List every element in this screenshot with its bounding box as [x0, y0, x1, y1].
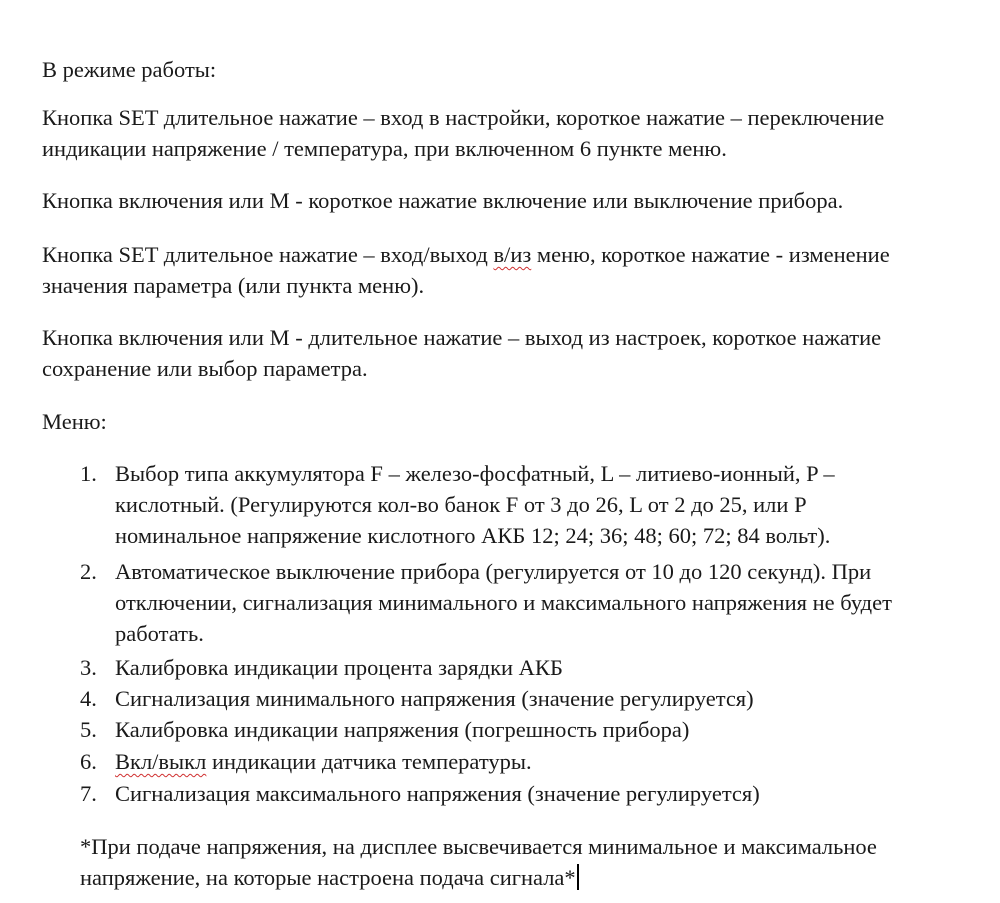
menu-heading	[42, 406, 972, 437]
paragraph-set-button-work	[42, 102, 972, 164]
intro-heading-text: В режиме работы:	[42, 57, 217, 82]
paragraph-set-button-menu	[42, 239, 972, 301]
list-item-body	[115, 746, 532, 777]
list-line: Автоматическое выключение прибора (регулируется от 10 до 120 секунд). При	[115, 559, 872, 584]
list-item-body	[115, 458, 835, 551]
list-line: работать.	[115, 621, 204, 646]
paragraph-line: Кнопка включения или М - длительное нажатие – выход из настроек, короткое нажатие	[42, 325, 882, 350]
list-line	[115, 746, 532, 777]
paragraph-line: Кнопка SET длительное нажатие – вход в настройки, короткое нажатие – переключение	[42, 105, 885, 130]
list-number: 4.	[80, 686, 97, 711]
text-fragment: индикации датчика температуры.	[206, 749, 532, 774]
text-fragment: Кнопка SET длительное нажатие – вход/выход	[42, 242, 494, 267]
paragraph-power-button-work	[42, 185, 972, 216]
list-number: 3.	[80, 655, 97, 680]
paragraph-line: сохранение или выбор параметра.	[42, 356, 368, 381]
spellcheck-word: в/из	[493, 242, 532, 267]
paragraph-line	[42, 239, 972, 270]
list-item-body	[115, 778, 760, 809]
text-fragment: меню, короткое нажатие - изменение	[531, 242, 890, 267]
list-line: Сигнализация максимального напряжения (значение регулируется)	[115, 781, 760, 806]
list-number: 6.	[80, 749, 97, 774]
list-item-body	[115, 652, 563, 683]
list-line: номинальное напряжение кислотного АКБ 12; 24; 36; 48; 60; 72; 84 вольт).	[115, 523, 831, 548]
paragraph-power-button-menu	[42, 322, 972, 384]
list-line: кислотный. (Регулируются кол-во банок F от 3 до 26, L от 2 до 25, или P	[115, 492, 807, 517]
menu-heading-text: Меню:	[42, 409, 107, 434]
paragraph-line: Кнопка включения или М - короткое нажатие включение или выключение прибора.	[42, 188, 844, 213]
list-line: Калибровка индикации напряжения (погрешность прибора)	[115, 717, 690, 742]
text-fragment: напряжение, на которые настроена подача сигнала*	[80, 865, 576, 890]
list-item-body	[115, 714, 689, 745]
list-number: 7.	[80, 781, 97, 806]
list-number: 1.	[80, 461, 97, 486]
footnote-line	[80, 862, 1000, 893]
text-cursor[interactable]	[577, 864, 579, 890]
list-item-body	[115, 556, 892, 649]
footnote-line: *При подаче напряжения, на дисплее высвечивается минимальное и максимальное	[80, 834, 877, 859]
list-number: 5.	[80, 717, 97, 742]
paragraph-line: значения параметра (или пункта меню).	[42, 273, 425, 298]
list-item-body	[115, 683, 754, 714]
spellcheck-word: Вкл/выкл	[115, 749, 207, 774]
list-line: Выбор типа аккумулятора F – железо-фосфатный, L – литиево-ионный, P –	[115, 461, 835, 486]
list-number: 2.	[80, 559, 97, 584]
intro-heading	[42, 54, 972, 85]
list-line: Сигнализация минимального напряжения (значение регулируется)	[115, 686, 754, 711]
footnote	[80, 831, 1000, 893]
list-line: отключении, сигнализация минимального и максимального напряжения не будет	[115, 590, 892, 615]
list-line: Калибровка индикации процента зарядки АКБ	[115, 655, 563, 680]
paragraph-line: индикации напряжение / температура, при включенном 6 пункте меню.	[42, 136, 727, 161]
